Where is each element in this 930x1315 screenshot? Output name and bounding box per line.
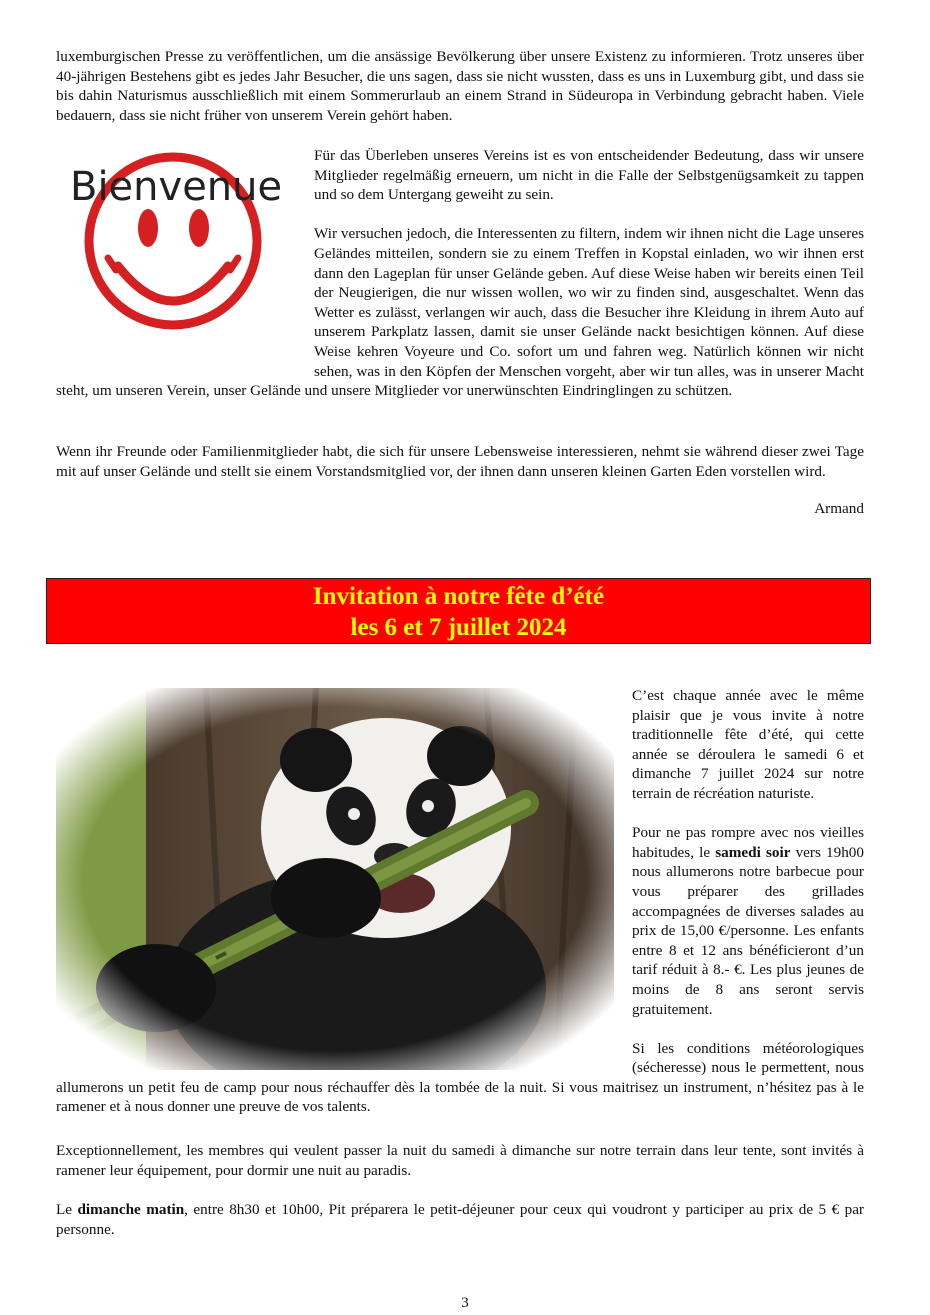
bold-text: dimanche matin bbox=[77, 1201, 185, 1218]
paragraph-text: luxemburgischen Presse zu veröffentlichen, um die ansässige Bevölkerung über unsere Existenz zu informieren. Trotz unseres über 40-jährigen Bestehens gibt es jedes Jahr Besucher, die uns sagen, dass sie nicht wussten, dass es uns in Luxemburg gibt, und dass sie bis dahin Naturismus ausschließlich mit einem Sommerurlaub an einem Strand in Südeuropa in Verbindung gebracht haben. Viele bedauern, dass sie nicht früher von unserem Verein gehört haben. bbox=[56, 48, 864, 124]
text-span: Le bbox=[56, 1201, 78, 1218]
welcome-section bbox=[56, 146, 864, 401]
paragraph-friends bbox=[56, 442, 864, 481]
paragraph-text bbox=[56, 1200, 864, 1239]
panda-image-icon bbox=[56, 688, 614, 1070]
text-span: vers 19h00 nous allumerons notre barbecue pour vous préparer des grillades accompagnées de diverses salades au prix de 15,00 €/personne. Les enfants entre 8 et 12 ans bénéficieront d’un tarif réduit à 8.- €. Les plus jeunes de moins de 8 ans seront servis gratuitement. bbox=[632, 843, 864, 1018]
paragraph-text: Si les conditions météorologiques (sécheresse) nous le permettent, nous allumerons un petit feu de camp pour nous réchauffer dès la tombée de la nuit. Si vous maitrisez un instrument, n’hésitez pas à le ramener et à nous donner une preuve de vos talents. bbox=[56, 1039, 864, 1116]
paragraph-text: Wenn ihr Freunde oder Familienmitglieder habt, die sich für unsere Lebensweise interessieren, nehmt sie während dieser zwei Tage mit auf unser Gelände und stellt sie einem Vorstandsmitglied vor, der ihnen dann unseren kleinen Garten Eden vorstellen wird. bbox=[56, 443, 864, 480]
signature: Armand bbox=[814, 500, 864, 517]
panda-photo bbox=[56, 688, 614, 1070]
page-number: 3 bbox=[461, 1295, 469, 1311]
bienvenue-smiley-logo bbox=[56, 146, 306, 364]
invitation-section bbox=[56, 686, 864, 1117]
paragraph-breakfast bbox=[56, 1200, 864, 1239]
invitation-banner bbox=[46, 578, 871, 644]
paragraph-text: Exceptionnellement, les membres qui veulent passer la nuit du samedi à dimanche sur notre terrain dans leur tente, sont invités à ramener leur équipement, pour dormir une nuit au paradis. bbox=[56, 1142, 864, 1179]
paragraph-intro bbox=[56, 47, 864, 125]
banner-date: les 6 et 7 juillet 2024 bbox=[350, 614, 567, 641]
paragraph-text: Wir versuchen jedoch, die Interessenten zu filtern, indem wir ihnen nicht die Lage unseres Geländes mitteilen, sondern sie zu einem Treffen in Kopstal einladen, wo wir ihnen erst dann den Lageplan für unser Gelände geben. Auf diese Weise haben wir bereits einen Teil der Neugierigen, die nur wissen wollen, wo wir zu finden sind, ausgeschaltet. Wenn das Wetter es zulässt, verlangen wir auch, dass die Besucher ihre Kleidung in ihrem Auto auf unserem Parkplatz lassen, damit sie unser Gelände nackt besichtigen können. Auf diese Weise kehren Voyeure und Co. sofort um und fahren weg. Natürlich können wir nicht sehen, was in den Köpfen der Menschen vorgeht, aber wir tun alles, was in unserer Macht steht, um unseren Verein, unser Gelände und unsere Mitglieder vor unerwünschten Eindringlingen zu schützen. bbox=[56, 225, 864, 400]
paragraph-text: Für das Überleben unseres Vereins ist es von entscheidender Bedeutung, dass wir unsere Mitglieder regelmäßig erneuern, um nicht in die Falle der Selbstgenügsamkeit zu tappen und so dem Untergang geweiht zu sein. bbox=[314, 147, 864, 204]
bold-text: samedi soir bbox=[715, 843, 791, 861]
text-span: , entre 8h30 et 10h00, Pit préparera le petit-déjeuner pour ceux qui voudront y participer au prix de 5 € par personne. bbox=[56, 1201, 864, 1238]
banner-title: Invitation à notre fête d’été bbox=[312, 583, 605, 610]
paragraph-text: C’est chaque année avec le même plaisir que je vous invite à notre traditionnelle fête d’été, qui cette année se déroulera le samedi 6 et dimanche 7 juillet 2024 sur notre terrain de récréation naturiste. bbox=[632, 687, 864, 802]
paragraph-camping bbox=[56, 1141, 864, 1180]
bienvenue-logo-text: Bienvenue bbox=[70, 164, 283, 210]
text-span: Pour ne pas rompre avec nos vieilles habitudes, le bbox=[632, 824, 864, 861]
